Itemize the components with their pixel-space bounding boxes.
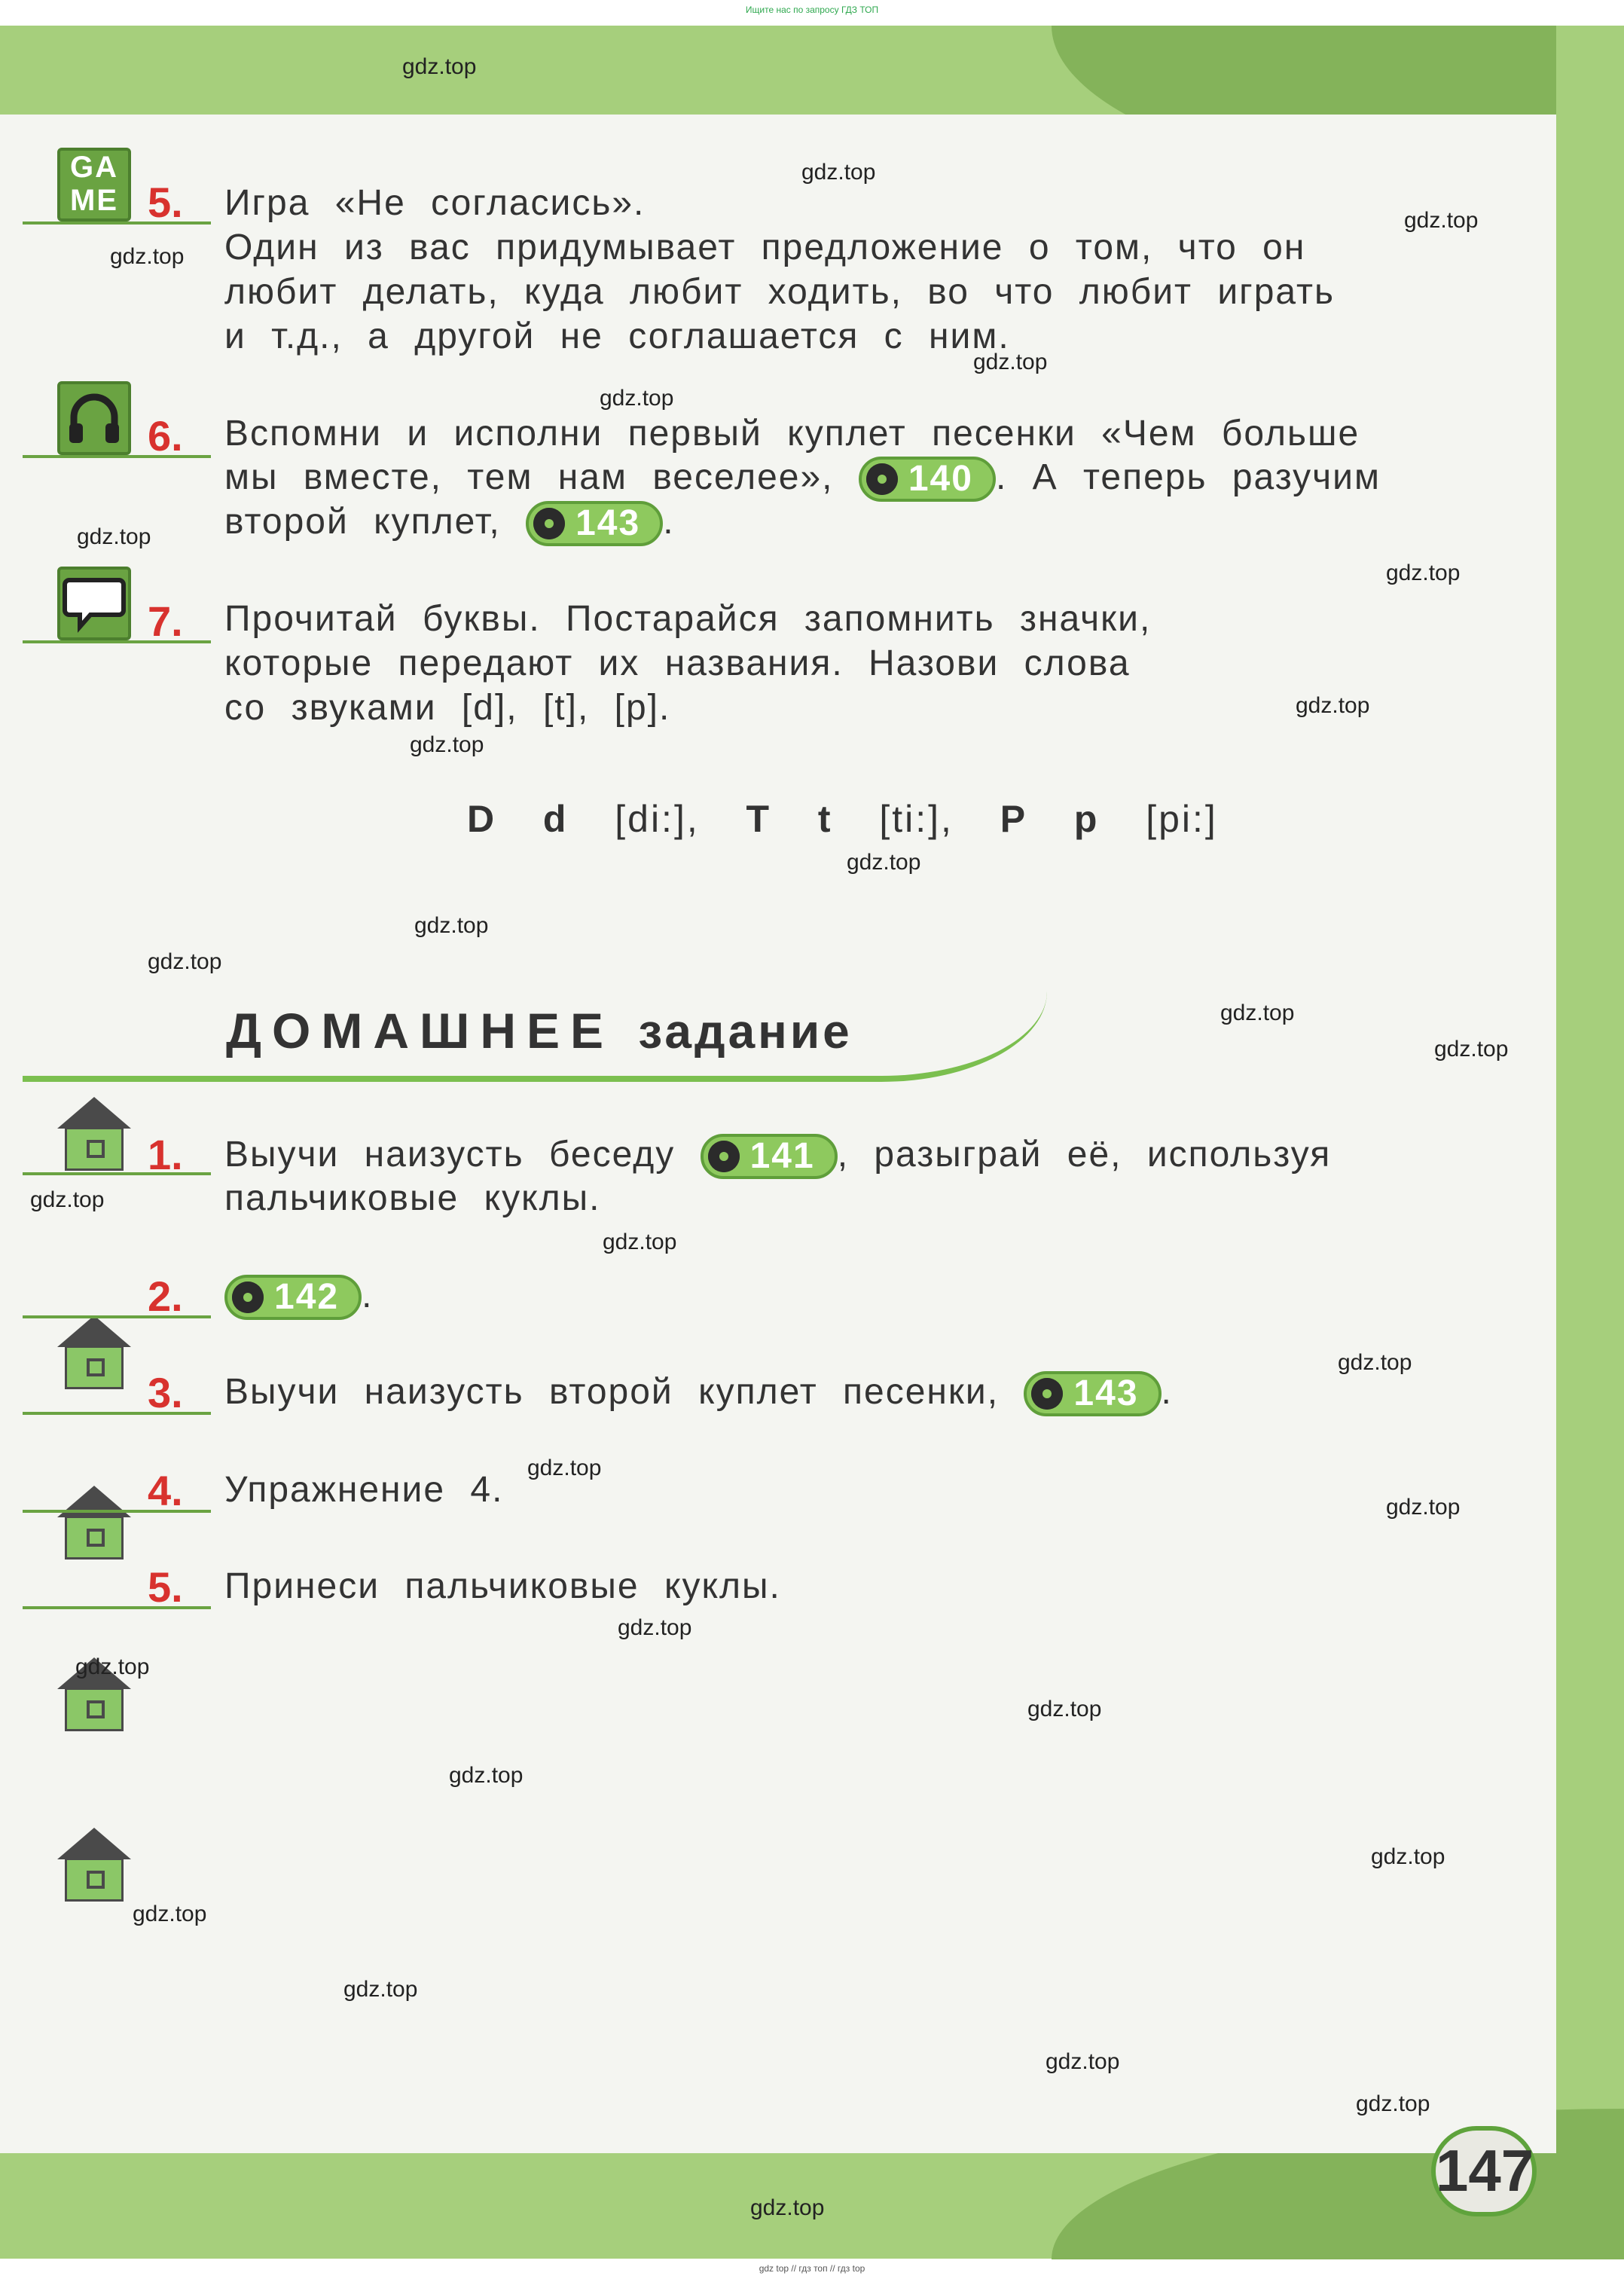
disc-icon [866, 463, 898, 495]
homework-number: 5. [148, 1563, 183, 1611]
text-fragment: второй куплет, [224, 502, 501, 542]
letter-d-sound: [di:], [615, 798, 700, 840]
homework-number: 1. [148, 1131, 183, 1178]
task-number: 6. [148, 412, 183, 460]
page-number: 147 [1431, 2126, 1537, 2216]
task-text-line [224, 455, 1381, 502]
watermark: gdz.top [148, 949, 222, 974]
homework-number: 3. [148, 1369, 183, 1416]
audio-track-badge[interactable] [1024, 1371, 1161, 1416]
homework-text-line [224, 1132, 1331, 1179]
disc-icon [708, 1141, 740, 1172]
watermark: gdz.top [1338, 1350, 1412, 1375]
letter-d-upper: D [467, 798, 497, 840]
text-fragment: . А теперь разучим [995, 457, 1381, 497]
speech-bubble-icon [57, 567, 131, 640]
task-text-line: со звуками [d], [t], [p]. [224, 688, 671, 728]
audio-track-badge[interactable] [224, 1275, 362, 1320]
audio-track-badge[interactable] [526, 501, 663, 546]
track-number: 142 [274, 1277, 340, 1318]
watermark: gdz.top [1434, 1037, 1509, 1062]
watermark: gdz.top [1386, 1495, 1461, 1520]
text-fragment: . [362, 1275, 374, 1315]
text-fragment: мы вместе, тем нам веселее», [224, 457, 834, 497]
top-note: Ищите нас по запросу ГДЗ ТОП [745, 5, 879, 15]
watermark: gdz.top [110, 244, 185, 269]
bottom-note: gdz top // гдз топ // гдз top [759, 2263, 865, 2274]
task-text-line: любит делать, куда любит ходить, во что любит играть [224, 272, 1336, 312]
homework-text-line: Упражнение 4. [224, 1470, 504, 1510]
letter-t-upper: T [746, 798, 772, 840]
text-fragment: . [663, 502, 675, 542]
watermark: gdz.top [1371, 1844, 1445, 1869]
task-text-line: которые передают их названия. Назови слова [224, 643, 1131, 683]
homework-text-line [224, 1370, 1173, 1416]
letter-p-upper: P [1000, 798, 1028, 840]
watermark: gdz.top [1404, 208, 1479, 233]
headphones-icon [57, 381, 131, 455]
letter-t-sound: [ti:], [879, 798, 954, 840]
track-number: 141 [749, 1136, 815, 1177]
homework-title [226, 1002, 853, 1059]
disc-icon [232, 1282, 264, 1313]
watermark: gdz.top [30, 1187, 105, 1212]
homework-title-caps: ДОМАШНЕЕ [226, 1003, 615, 1059]
track-number: 143 [1073, 1373, 1139, 1414]
text-fragment: Выучи наизусть беседу [224, 1135, 676, 1175]
task-number: 7. [148, 597, 183, 645]
task-text-line: Вспомни и исполни первый куплет песенки «Чем больше [224, 414, 1360, 454]
watermark: gdz.top [750, 2195, 825, 2220]
disc-icon [1031, 1378, 1063, 1410]
track-number: 143 [575, 503, 641, 544]
text-fragment: Выучи наизусть второй куплет песенки, [224, 1372, 1000, 1412]
task-text-line: и т.д., а другой не соглашается с ним. [224, 316, 1010, 356]
watermark: gdz.top [75, 1654, 150, 1679]
letter-t-lower: t [817, 798, 833, 840]
watermark: gdz.top [77, 524, 151, 549]
watermark: gdz.top [343, 1977, 418, 2002]
watermark: gdz.top [1296, 693, 1370, 718]
task-text-line: Прочитай буквы. Постарайся запомнить значки, [224, 599, 1152, 639]
task-text-line [224, 499, 675, 546]
task-text-line: Один из вас придумывает предложение о том, что он [224, 228, 1306, 267]
task-text-line: Игра «Не согласись». [224, 183, 646, 223]
watermark: gdz.top [600, 386, 674, 411]
text-fragment: , разыграй её, используя [837, 1135, 1332, 1175]
letters-row [467, 797, 1218, 841]
watermark: gdz.top [410, 732, 484, 757]
house-icon [57, 1315, 131, 1389]
watermark: gdz.top [973, 350, 1048, 374]
track-number: 140 [908, 459, 973, 499]
disc-icon [533, 508, 565, 539]
letter-p-sound: [pi:] [1146, 798, 1218, 840]
audio-track-badge[interactable] [859, 457, 996, 502]
watermark: gdz.top [449, 1763, 524, 1788]
watermark: gdz.top [801, 160, 876, 185]
letter-p-lower: p [1073, 798, 1100, 840]
homework-text-line: пальчиковые куклы. [224, 1178, 601, 1218]
audio-track-badge[interactable] [701, 1134, 838, 1179]
right-green-margin [1556, 26, 1624, 2259]
homework-number: 4. [148, 1467, 183, 1514]
house-icon [57, 1486, 131, 1560]
watermark: gdz.top [1046, 2049, 1120, 2074]
watermark: gdz.top [414, 913, 489, 938]
watermark: gdz.top [847, 850, 921, 875]
letter-d-lower: d [542, 798, 569, 840]
game-icon: GA ME [57, 148, 131, 221]
watermark: gdz.top [1027, 1697, 1102, 1721]
homework-text-line [224, 1273, 373, 1320]
watermark: gdz.top [1220, 1000, 1295, 1025]
watermark: gdz.top [618, 1615, 692, 1640]
homework-title-small: задание [638, 1004, 853, 1059]
watermark: gdz.top [1386, 561, 1461, 585]
watermark: gdz.top [527, 1456, 602, 1480]
watermark: gdz.top [133, 1902, 207, 1926]
watermark: gdz.top [603, 1230, 677, 1254]
text-fragment: . [1161, 1372, 1173, 1412]
homework-text-line: Принеси пальчиковые куклы. [224, 1566, 781, 1606]
house-icon [57, 1828, 131, 1902]
watermark: gdz.top [402, 54, 477, 79]
house-icon [57, 1097, 131, 1171]
task-number: 5. [148, 179, 183, 226]
watermark: gdz.top [1356, 2091, 1430, 2116]
homework-number: 2. [148, 1272, 183, 1320]
